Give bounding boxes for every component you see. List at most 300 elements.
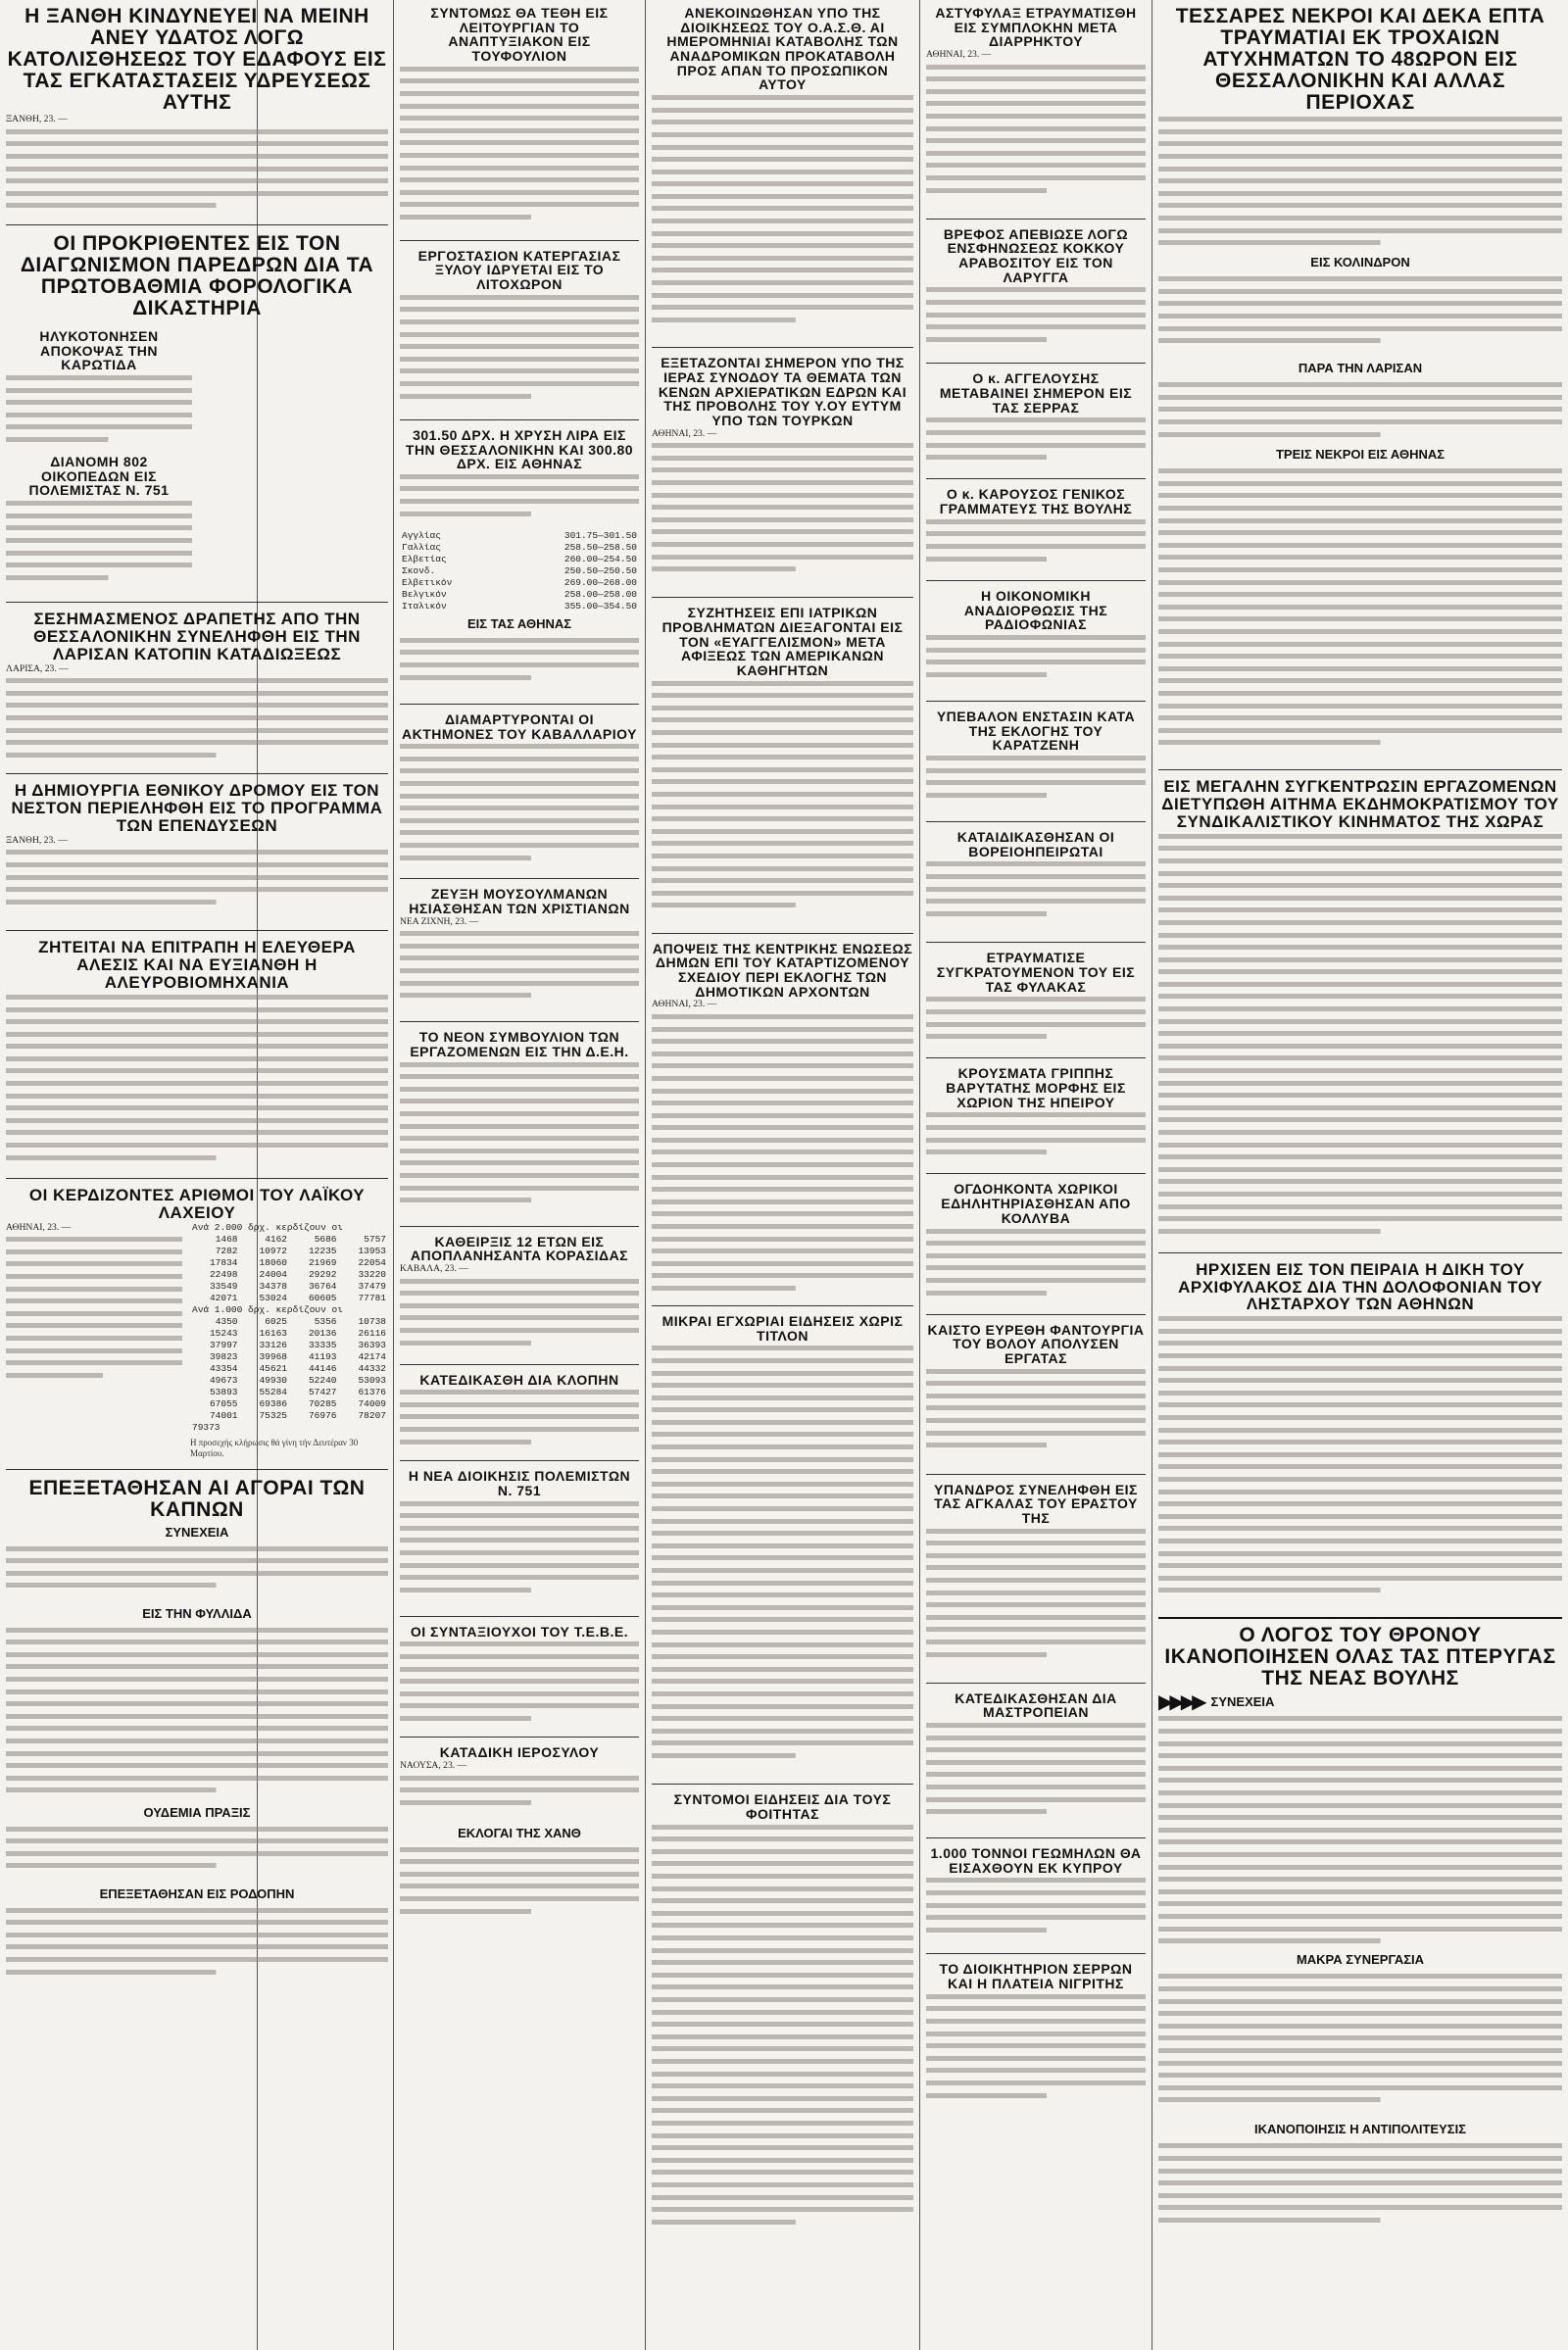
text-line — [652, 678, 913, 691]
headline: ΑΣΤΥΦΥΛΑΞ ΕΤΡΑΥΜΑΤΙΣΘΗ ΕΙΣ ΣΥΜΠΛΟΚΗΝ ΜΕΤΑ ΔΙΑΡΡΗΚΤΟΥ — [935, 5, 1137, 50]
text-line — [926, 98, 1146, 111]
text-line — [652, 277, 913, 290]
text-line — [652, 1184, 913, 1197]
text-line — [652, 290, 913, 303]
article-tax-courts — [6, 233, 388, 319]
text-line — [1158, 1738, 1562, 1751]
text-line — [400, 1108, 639, 1121]
text-line — [400, 941, 639, 954]
text-line — [652, 1920, 913, 1933]
article-tebe-pensioners — [400, 1625, 639, 1728]
headline: Ο κ. ΚΑΡΟΥΣΟΣ ΓΕΝΙΚΟΣ ΓΡΑΜΜΑΤΕΥΣ ΤΗΣ ΒΟΥΛΗΣ — [939, 486, 1133, 517]
text-line — [652, 1957, 913, 1970]
article-xanthi-water — [6, 6, 388, 215]
text-line — [6, 1905, 388, 1918]
text-line — [652, 1208, 913, 1221]
article-body — [652, 92, 913, 337]
text-line — [926, 884, 1146, 897]
headline: ΚΑΤΕΔΙΚΑΣΘΗΣΑΝ ΔΙΑ ΜΑΣΤΡΟΠΕΙΑΝ — [955, 1689, 1117, 1721]
lottery-row — [190, 1304, 388, 1316]
text-line — [652, 1640, 913, 1652]
text-line — [400, 1639, 639, 1651]
text-line — [652, 2155, 913, 2168]
text-line — [652, 2093, 913, 2106]
text-line — [400, 163, 639, 175]
text-line — [1158, 2094, 1562, 2107]
text-line — [1158, 1350, 1562, 1363]
text-line — [400, 853, 639, 865]
divider — [926, 1314, 1146, 1315]
text-line — [1158, 1151, 1562, 1164]
text-line — [6, 1555, 388, 1568]
headline: ΔΙΑΜΑΡΤΥΡΟΝΤΑΙ ΟΙ ΑΚΤΗΜΟΝΕΣ ΤΟΥ ΚΑΒΑΛΛΑΡΙΟΥ — [402, 710, 637, 742]
text-line — [652, 117, 913, 129]
column-3 — [646, 0, 919, 2350]
headline: ΜΙΚΡΑΙ ΕΓΧΩΡΙΑΙ ΕΙΔΗΣΕΙΣ ΧΩΡΙΣ ΤΙΤΛΟΝ — [662, 1312, 904, 1344]
text-line — [652, 1221, 913, 1234]
lottery-row — [190, 1316, 388, 1328]
text-line — [1158, 225, 1562, 238]
arrow-marker-icon: ▶▶▶▶ — [1158, 1689, 1203, 1714]
text-line — [1158, 979, 1562, 992]
text-line — [400, 1797, 639, 1810]
text-line — [6, 560, 192, 572]
subheading: ΣΥΝΕΧΕΙΑ — [1210, 1693, 1275, 1709]
text-line — [1158, 1548, 1562, 1561]
text-line — [652, 502, 913, 514]
text-line — [400, 1084, 639, 1097]
headline: ΕΡΓΟΣΤΑΣΙΟΝ ΚΑΤΕΡΓΑΣΙΑΣ ΞΥΛΟΥ ΙΔΡΥΕΤΑΙ ΕΙΣ ΤΟ ΛΙΤΟΧΩΡΟΝ — [417, 247, 621, 293]
text-line — [1158, 991, 1562, 1004]
lottery-cell: 49673 — [209, 1374, 238, 1386]
text-line — [400, 1338, 639, 1350]
column-2 — [394, 0, 645, 2350]
divider — [6, 602, 388, 603]
lottery-cell: 13953 — [358, 1245, 386, 1256]
text-line — [6, 1785, 388, 1797]
dateline: ΝΑΟΥΣΑ, 23. — — [400, 1760, 467, 1771]
text-line — [926, 1649, 1146, 1662]
text-line — [6, 511, 192, 523]
text-line — [6, 1140, 388, 1152]
article-labour-rally — [1158, 778, 1562, 1243]
lottery-cell: 57427 — [308, 1386, 337, 1397]
text-line — [1158, 1226, 1562, 1239]
headline: Η ΔΗΜΙΟΥΡΓΙΑ ΕΘΝΙΚΟΥ ΔΡΟΜΟΥ ΕΙΣ ΤΟΝ ΝΕΣΤΟΝ ΠΕΡΙΕΛΗΦΘΗ ΕΙΣ ΤΟ ΠΡΟΓΡΑΜΜΑ ΤΩΝ ΕΠΕΝΔΥΣΕΩΝ — [11, 781, 383, 835]
text-line — [6, 725, 388, 738]
text-line — [1158, 379, 1562, 392]
article-body — [6, 847, 388, 920]
text-line — [652, 1541, 913, 1553]
article-body — [6, 992, 388, 1168]
headline: ΣΕΣΗΜΑΣΜΕΝΟΣ ΔΡΑΠΕΤΗΣ ΑΠΟ ΤΗΝ ΘΕΣΣΑΛΟΝΙΚΗΝ ΣΥΝΕΛΗΦΘΗ ΕΙΣ ΤΗΝ ΛΑΡΙΣΑΝ ΚΑΤΟΠΙΝ ΚΑΤΑΔΙΩΞΕΩΣ — [33, 610, 361, 663]
divider — [926, 363, 1146, 364]
headline: ΟΙ ΚΕΡΔΙΖΟΝΤΕΣ ΑΡΙΘΜΟΙ ΤΟΥ ΛΑΪΚΟΥ ΛΑΧΕΙΟΥ — [28, 1185, 366, 1222]
text-line — [926, 1575, 1146, 1588]
text-line — [6, 1115, 388, 1128]
text-line — [652, 764, 913, 777]
article-body — [6, 1625, 388, 1801]
text-line — [926, 1912, 1146, 1925]
lottery-cell: 36764 — [308, 1280, 337, 1292]
text-line — [652, 875, 913, 888]
gold-price-row — [400, 565, 639, 577]
text-line — [6, 126, 388, 139]
headline: ΤΟ ΝΕΟΝ ΣΥΜΒΟΥΛΙΟΝ ΤΩΝ ΕΡΓΑΖΟΜΕΝΩΝ ΕΙΣ ΤΗΝ Δ.Ε.Η. — [410, 1029, 629, 1059]
headline: ΟΙ ΠΡΟΚΡΙΘΕΝΤΕΣ ΕΙΣ ΤΟΝ ΔΙΑΓΩΝΙΣΜΟΝ ΠΑΡΕΔΡΩΝ ΔΙΑ ΤΑ ΠΡΩΤΟΒΑΘΜΙΑ ΦΟΡΟΛΟΓΙΚΑ ΔΙΚΑΣΤΗΡΙΑ — [20, 231, 374, 319]
text-line — [6, 1661, 388, 1674]
text-line — [1158, 478, 1562, 491]
text-line — [1158, 1924, 1562, 1936]
text-line — [1158, 905, 1562, 917]
lottery-cell: 53024 — [259, 1292, 287, 1303]
lottery-cell: 77781 — [358, 1292, 386, 1303]
divider — [926, 1474, 1146, 1475]
headline: Η ΝΕΑ ΔΙΟΙΚΗΣΙΣ ΠΟΛΕΜΙΣΤΩΝ Ν. 751 — [408, 1468, 631, 1498]
text-line — [652, 1380, 913, 1393]
lottery-row — [190, 1410, 388, 1422]
text-line — [926, 310, 1146, 322]
text-line — [400, 1411, 639, 1424]
text-line — [1158, 1763, 1562, 1776]
text-line — [400, 1510, 639, 1523]
text-line — [400, 965, 639, 978]
headline: ΚΑΘΕΙΡΞΙΣ 12 ΕΤΩΝ ΕΙΣ ΑΠΟΠΛΑΝΗΣΑΝΤΑ ΚΟΡΑΣΙΔΑΣ — [410, 1233, 629, 1264]
gold-price-row — [400, 530, 639, 542]
text-line — [652, 167, 913, 179]
text-line — [926, 1415, 1146, 1428]
text-line — [652, 714, 913, 727]
text-line — [1158, 856, 1562, 868]
lottery-row — [190, 1375, 388, 1387]
text-line — [652, 1516, 913, 1529]
lottery-row — [190, 1269, 388, 1281]
gold-price-cell: 355.00—354.50 — [564, 600, 637, 612]
article-serres-building — [926, 1962, 1146, 2108]
text-line — [1158, 237, 1562, 250]
text-line — [6, 712, 388, 725]
divider — [926, 1683, 1146, 1684]
article-wood-factory — [400, 249, 639, 410]
text-line — [400, 341, 639, 354]
article-body — [926, 1366, 1146, 1464]
column-4 — [920, 0, 1152, 2350]
text-line — [6, 1127, 388, 1140]
article-lottery — [6, 1187, 388, 1459]
text-line — [6, 1346, 182, 1358]
dateline: ΝΕΑ ΖΙΧΝΗ, 23. — — [400, 915, 479, 927]
divider — [400, 704, 639, 705]
text-line — [400, 1856, 639, 1869]
text-line — [400, 354, 639, 367]
text-line — [926, 908, 1146, 921]
lottery-cell: 74009 — [358, 1397, 386, 1409]
text-line — [1158, 577, 1562, 590]
text-line — [1158, 1437, 1562, 1449]
text-line — [926, 1006, 1146, 1019]
text-line — [400, 483, 639, 496]
article-body — [400, 64, 639, 230]
article-body — [926, 1526, 1146, 1673]
text-line — [652, 1024, 913, 1037]
article-body — [400, 1498, 639, 1606]
text-line — [6, 175, 388, 188]
text-line — [926, 528, 1146, 541]
text-line — [1158, 1213, 1562, 1226]
text-line — [400, 741, 639, 754]
text-line — [400, 953, 639, 965]
article-procuring — [926, 1691, 1146, 1828]
text-line — [1158, 1911, 1562, 1924]
text-line — [1158, 1935, 1562, 1948]
text-line — [652, 526, 913, 539]
subheading: ΟΥΔΕΜΙΑ ΠΡΑΞΙΣ — [143, 1804, 251, 1820]
article-body — [6, 1905, 388, 1983]
text-line — [652, 851, 913, 863]
text-line — [1158, 1523, 1562, 1536]
headline: ΥΠΕΒΑΛΟΝ ΕΝΣΤΑΣΙΝ ΚΑΤΑ ΤΗΣ ΕΚΛΟΓΗΣ ΤΟΥ ΚΑΡΑΤΖΕΝΗ — [936, 708, 1136, 754]
text-line — [652, 1355, 913, 1368]
lottery-row — [190, 1340, 388, 1351]
text-line — [400, 1424, 639, 1437]
text-line — [926, 185, 1146, 198]
article-fugitive — [6, 611, 388, 763]
text-line — [400, 1059, 639, 1072]
text-line — [6, 1930, 388, 1942]
article-body — [400, 292, 639, 410]
text-line — [926, 1428, 1146, 1441]
text-line — [652, 1846, 913, 1859]
text-line — [1158, 1388, 1562, 1400]
text-line — [926, 427, 1146, 440]
article-body — [1158, 273, 1562, 357]
text-line — [1158, 2058, 1562, 2071]
text-line — [400, 840, 639, 853]
headline: ΕΠΕΞΕΤΑΘΗΣΑΝ ΑΙ ΑΓΟΡΑΙ ΤΩΝ ΚΑΠΝΩΝ — [28, 1476, 366, 1521]
lottery-cell: 76976 — [308, 1409, 337, 1421]
article-oasth-payments — [652, 6, 913, 337]
text-line — [6, 1760, 388, 1773]
text-line — [926, 148, 1146, 161]
gold-price-row — [400, 554, 639, 565]
text-line — [6, 1065, 388, 1078]
text-line — [1158, 1399, 1562, 1412]
text-line — [400, 471, 639, 484]
text-line — [1158, 688, 1562, 701]
text-line — [400, 75, 639, 88]
lottery-row — [190, 1257, 388, 1269]
text-line — [652, 1442, 913, 1454]
text-line — [1158, 1750, 1562, 1763]
gold-price-cell: 258.50—258.50 — [564, 541, 637, 553]
gold-price-row — [400, 601, 639, 612]
text-line — [400, 635, 639, 648]
article-body — [926, 415, 1146, 468]
lottery-cell: 29292 — [308, 1268, 337, 1280]
divider — [926, 580, 1146, 581]
text-line — [1158, 175, 1562, 188]
text-line — [6, 1296, 182, 1308]
article-body — [1158, 114, 1562, 251]
text-line — [652, 1404, 913, 1417]
lottery-cell: 33335 — [308, 1339, 337, 1350]
text-line — [400, 672, 639, 685]
lottery-cell: 37997 — [209, 1339, 238, 1350]
text-line — [6, 884, 388, 897]
text-line — [400, 1387, 639, 1399]
text-line — [400, 1906, 639, 1919]
article-body — [926, 1875, 1146, 1943]
text-line — [400, 1071, 639, 1084]
headline: ΚΑΤΑΙΔΙΚΑΣΘΗΣΑΝ ΟΙ ΒΟΡΕΙΟΗΠΕΙΡΩΤΑΙ — [956, 828, 1115, 859]
text-line — [1158, 1573, 1562, 1586]
text-line — [400, 990, 639, 1003]
text-line — [400, 791, 639, 804]
subheading: ΙΚΑΝΟΠΟΙΗΣΙΣ Η ΑΝΤΙΠΟΛΙΤΕΥΣΙΣ — [1254, 2122, 1466, 2137]
text-line — [1158, 1713, 1562, 1726]
text-line — [400, 187, 639, 200]
text-line — [652, 1822, 913, 1835]
lottery-cell: 55284 — [259, 1386, 287, 1397]
article-body — [1158, 1313, 1562, 1607]
text-line — [1158, 213, 1562, 225]
lottery-cell: 22498 — [209, 1268, 238, 1280]
lottery-cell: 26116 — [358, 1327, 386, 1339]
text-line — [1158, 1189, 1562, 1201]
text-line — [652, 2069, 913, 2081]
lottery-row — [190, 1363, 388, 1375]
article-radio-finances — [926, 589, 1146, 691]
divider — [400, 240, 639, 241]
text-line — [6, 421, 192, 434]
text-line — [652, 1466, 913, 1479]
article-angelousis — [926, 371, 1146, 468]
lottery-cell: 15243 — [209, 1327, 238, 1339]
text-line — [652, 2118, 913, 2130]
text-line — [652, 2130, 913, 2143]
text-line — [652, 1343, 913, 1355]
article-body — [652, 440, 913, 587]
text-line — [400, 1651, 639, 1664]
text-line — [6, 1941, 388, 1954]
divider — [926, 478, 1146, 479]
text-line — [652, 228, 913, 241]
divider — [926, 821, 1146, 822]
text-line — [926, 1900, 1146, 1913]
text-line — [1158, 2166, 1562, 2179]
text-line — [652, 1651, 913, 1664]
divider — [926, 701, 1146, 702]
text-line — [652, 2007, 913, 2020]
text-line — [926, 858, 1146, 871]
text-line — [1158, 503, 1562, 515]
text-line — [926, 1019, 1146, 1032]
text-line — [6, 1333, 182, 1346]
text-line — [926, 1757, 1146, 1770]
headline: ΟΙ ΣΥΝΤΑΞΙΟΥΧΟΙ ΤΟΥ Τ.Ε.Β.Ε. — [410, 1623, 629, 1640]
text-line — [6, 1543, 388, 1556]
text-line — [1158, 1041, 1562, 1053]
lottery-cell: 44146 — [308, 1362, 337, 1374]
lottery-row — [190, 1293, 388, 1304]
text-line — [1158, 1812, 1562, 1825]
lottery-cell: 12235 — [308, 1245, 337, 1256]
text-line — [400, 1325, 639, 1338]
text-line — [1158, 1102, 1562, 1115]
text-line — [1158, 1449, 1562, 1462]
article-body — [1158, 1971, 1562, 2118]
text-line — [400, 1498, 639, 1511]
text-line — [652, 727, 913, 740]
text-line — [1158, 1849, 1562, 1862]
text-line — [652, 1159, 913, 1172]
article-medical-problems — [652, 606, 913, 922]
text-line — [652, 1565, 913, 1578]
article-sacrilege — [400, 1745, 639, 1922]
gold-price-cell: 301.75—301.50 — [564, 529, 637, 541]
text-line — [6, 1824, 388, 1836]
divider — [6, 224, 388, 225]
text-line — [1158, 725, 1562, 738]
article-theft — [400, 1373, 639, 1451]
text-line — [400, 113, 639, 125]
lottery-cell: Ανά 1.000 δρχ. κερδίζουν οι — [192, 1303, 343, 1315]
text-line — [652, 1246, 913, 1258]
text-line — [652, 2056, 913, 2069]
text-line — [652, 826, 913, 839]
article-body — [652, 1011, 913, 1296]
text-line — [926, 1250, 1146, 1263]
text-line — [1158, 2202, 1562, 2215]
text-line — [652, 1234, 913, 1247]
text-line — [400, 366, 639, 378]
text-line — [1158, 1487, 1562, 1499]
divider — [400, 1364, 639, 1365]
text-line — [1158, 126, 1562, 139]
text-line — [400, 212, 639, 224]
text-line — [400, 1560, 639, 1573]
article-gold-sovereign — [400, 428, 639, 694]
lottery-cell: 24004 — [259, 1268, 287, 1280]
text-line — [1158, 2070, 1562, 2082]
text-line — [6, 498, 192, 511]
lottery-cell: 69386 — [259, 1397, 287, 1409]
lottery-cell: 39968 — [259, 1350, 287, 1362]
article-body — [926, 994, 1146, 1048]
text-line — [6, 847, 388, 859]
text-line — [1158, 1825, 1562, 1837]
text-line — [926, 86, 1146, 99]
text-line — [400, 1869, 639, 1882]
text-line — [926, 111, 1146, 123]
article-body — [926, 753, 1146, 811]
text-line — [1158, 1176, 1562, 1189]
subheading: ΕΠΕΞΕΤΑΘΗΣΑΝ ΕΙΣ ΡΟΔΟΠΗΝ — [99, 1885, 295, 1901]
text-line — [1158, 942, 1562, 955]
text-line — [1158, 843, 1562, 856]
divider — [926, 1837, 1146, 1838]
article-body — [400, 1844, 639, 1923]
text-line — [652, 2167, 913, 2179]
text-line — [6, 1568, 388, 1581]
text-line — [926, 284, 1146, 297]
headline: Ο ΛΟΓΟΣ ΤΟΥ ΘΡΟΝΟΥ ΙΚΑΝΟΠΟΙΗΣΕΝ ΟΛΑΣ ΤΑΣ ΠΤΕΡΥΓΑΣ ΤΗΣ ΝΕΑΣ ΒΟΥΛΗΣ — [1164, 1624, 1556, 1690]
article-body — [6, 1543, 388, 1602]
text-line — [652, 1726, 913, 1738]
text-line — [652, 1086, 913, 1099]
text-line — [1158, 1028, 1562, 1041]
lottery-cell: 33220 — [358, 1268, 386, 1280]
